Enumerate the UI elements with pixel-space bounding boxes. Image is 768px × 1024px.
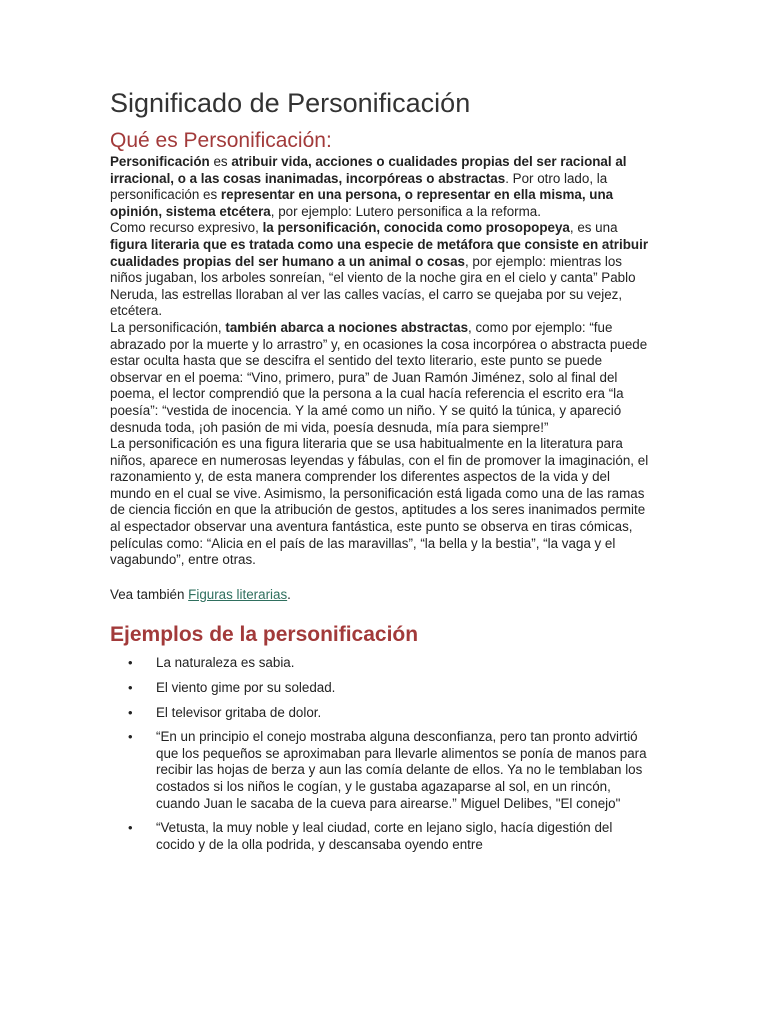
- figuras-literarias-link[interactable]: Figuras literarias: [188, 586, 288, 602]
- bullet-icon: •: [128, 680, 133, 696]
- bold-text-run: también abarca a nociones abstractas: [225, 319, 469, 335]
- document-page: [110, 86, 650, 861]
- text-run: Como recurso expresivo,: [110, 220, 263, 236]
- bold-text-run: atribuir vida, acciones o cualidades propias del ser racional al irracional, o a las cosas inanimadas, incorpóreas o abstractas: [110, 154, 627, 186]
- list-item: [110, 655, 650, 672]
- bullet-icon: •: [128, 655, 133, 671]
- list-item-text: El viento gime por su soledad.: [156, 680, 336, 696]
- bullet-icon: •: [128, 729, 133, 745]
- text-run: La personificación es una figura literaria que se usa habitualmente en la literatura para niños, aparece en numerosas leyendas y fábulas, con el fin de promover la imaginación, el razonamiento y, de esta manera comprender los diferentes aspectos de la vida y del mundo en el cual se vive. Asimismo, la personificación está ligada como una de las ramas de ciencia ficción en que la atribución de gestos, aptitudes a los seres inanimados permite al espectador observar una aventura fantástica, este punto se observa en tiras cómicas, películas como: “Alicia en el país de las maravillas”, “la bella y la bestia”, “la vaga y el vagabundo”, entre otras.: [110, 436, 649, 568]
- bold-text-run: figura literaria que es tratada como una especie de metáfora que consiste en atribuir cualidades propias del ser humano a un animal o cosas: [110, 236, 649, 269]
- list-item-text: “Vetusta, la muy noble y leal ciudad, corte en lejano siglo, hacía digestión del cocido y de la olla podrida, y descansaba oyendo entre: [156, 820, 613, 852]
- bold-text-run: Personificación: [110, 154, 210, 169]
- paragraph-definition: [110, 154, 650, 220]
- list-item-text: “En un principio el conejo mostraba alguna desconfianza, pero tan pronto advirtió que los pequeños se aproximaban para llevarle alimentos se ponía de manos para recibir las hojas de berza y aun las comía delante de ellos. Ya no le temblaban los costados si los niños le cogían, y le gustaba agazaparse al sol, en un rincón, cuando Juan le sacaba de la cueva para airearse.” Miguel Delibes, "El conejo": [156, 729, 647, 811]
- text-run: , como por ejemplo: “fue abrazado por la muerte y lo arrastro” y, en ocasiones la cosa incorpórea o abstracta puede estar oculta hasta que se descifra el sentido del texto literario, este punto se puede observar en el poema: “Vino, primero, pura” de Juan Ramón Jiménez, solo al final del poema, el lector comprendió que la persona a la cual hacía referencia el escrito era “la poesía”: “vestida de inocencia. Y la amé como un niño. Y se quitó la túnica, y apareció desnuda toda, ¡oh pasión de mi vida, poesía desnuda, mía para siempre!”: [110, 319, 648, 435]
- bullet-icon: •: [128, 820, 133, 836]
- list-item: [110, 729, 650, 812]
- paragraph-prosopopeya: [110, 220, 650, 320]
- list-item: [110, 705, 650, 722]
- section-heading-definition: Qué es Personificación:: [110, 129, 332, 152]
- bullet-icon: •: [128, 704, 133, 720]
- see-also: [110, 587, 650, 604]
- list-item: [110, 820, 650, 853]
- paragraph-abstract-notions: [110, 320, 650, 436]
- text-run: La personificación,: [110, 319, 226, 335]
- list-item: [110, 680, 650, 697]
- text-run: . Por otro lado, la personificación es: [110, 170, 608, 203]
- text-run: es: [209, 154, 232, 169]
- bold-text-run: representar en una persona, o representar en ella misma, una opinión, sistema etcétera: [110, 187, 614, 219]
- list-item-text: La naturaleza es sabia.: [156, 655, 295, 671]
- examples-list: [110, 655, 650, 853]
- text-run: , es una: [569, 220, 618, 236]
- list-item-text: El televisor gritaba de dolor.: [156, 704, 322, 720]
- text-run: , por ejemplo: Lutero personifica a la reforma.: [270, 203, 541, 219]
- see-also-prefix: Vea también: [110, 586, 189, 602]
- page-title: Significado de Personificación: [110, 88, 471, 118]
- bold-text-run: la personificación, conocida como prosopopeya: [262, 220, 570, 236]
- paragraph-children-literature: [110, 436, 650, 569]
- section-heading-examples: Ejemplos de la personificación: [110, 623, 419, 647]
- see-also-suffix: .: [287, 586, 291, 602]
- text-run: , por ejemplo: mientras los niños jugaban, los arboles sonreían, “el viento de la noche gira en el cielo y canta” Pablo Neruda, las estrellas lloraban al ver las calles vacías, el carro se quejaba por su vejez, etcétera.: [110, 253, 636, 319]
